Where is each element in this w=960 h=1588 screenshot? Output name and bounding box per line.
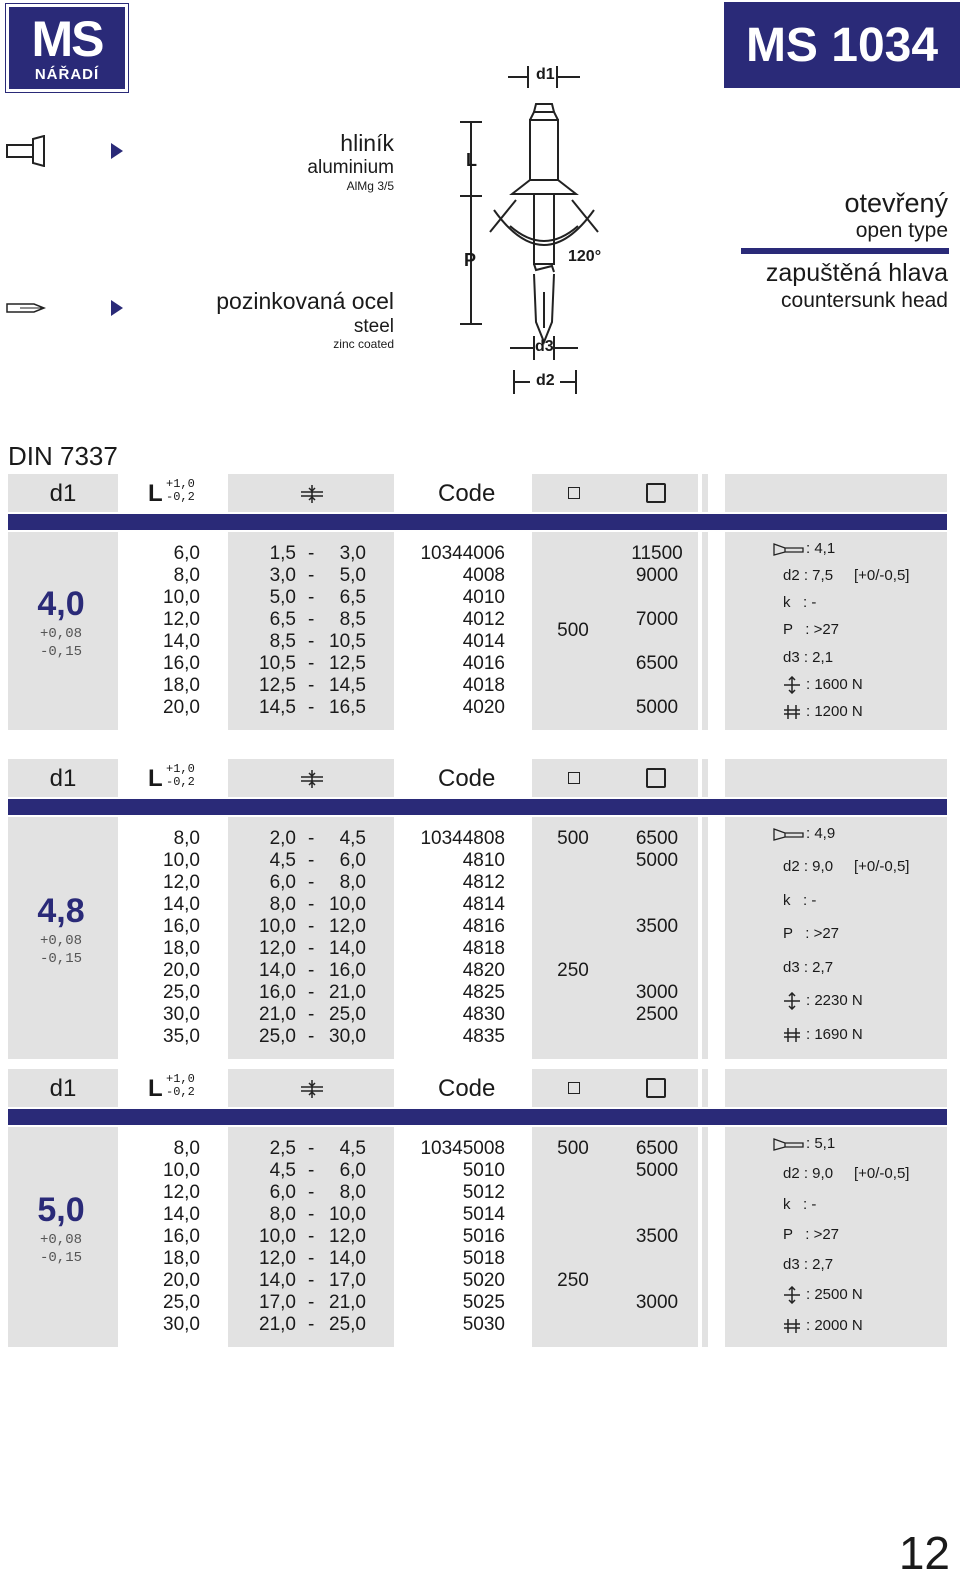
large-pack-cell: 9000 [635,565,679,586]
length-cell: 18,0 [163,1248,200,1269]
grip-from-cell: 12,5 [259,675,296,696]
large-pack-cell: 7000 [635,609,679,630]
code-cell: 5030 [462,1314,505,1335]
column-sep [702,817,708,1059]
grip-from-cell: 8,5 [269,631,296,652]
length-cell: 20,0 [163,697,200,718]
grip-to-cell: 5,0 [339,565,366,586]
grip-from-cell: 25,0 [259,1026,296,1047]
dim-L: L [466,150,477,170]
tensile-icon [782,992,802,1015]
header-sep [702,1069,708,1107]
code-cell: 4812 [462,872,505,893]
grip-to-cell: 17,0 [329,1270,366,1291]
length-cell: 18,0 [163,675,200,696]
length-cell: 14,0 [163,1204,200,1225]
spec-shear: : 1200 N [806,703,863,720]
group-bar [8,799,947,815]
product-title: MS 1034 [724,2,960,88]
length-cell: 16,0 [163,1226,200,1247]
grip-dash: - [308,916,315,937]
spec-d2: d2 : 9,0 [783,858,834,875]
header-spec-bg [725,474,947,512]
grip-to-cell: 21,0 [329,982,366,1003]
grip-from-cell: 10,5 [259,653,296,674]
d1-tol-plus: +0,08 [40,933,83,949]
small-pack-cell: 250 [557,960,589,981]
code-cell: 5010 [462,1160,505,1181]
grip-from-cell: 10,0 [259,1226,296,1247]
L-minus-tol: -0,2 [166,1085,195,1099]
header-sep [702,759,708,797]
spec-shear: : 1690 N [806,1026,863,1043]
grip-dash: - [308,631,315,652]
large-pack-cell: 6500 [635,1138,679,1159]
d1-tolerance [40,932,82,968]
code-cell: 4008 [462,565,505,586]
d1-tol-plus: +0,08 [40,1232,83,1248]
grip-range-icon [300,1079,324,1104]
grip-dash: - [308,543,315,564]
grip-dash: - [308,1138,315,1159]
code-cell: 4810 [462,850,505,871]
spec-P: P : >27 [783,621,840,638]
spec-d2-tol: [+0/-0,5] [854,1165,910,1182]
head-height-icon [773,1137,805,1156]
L-plus-tol: +1,0 [166,477,195,491]
material-en: aluminium [307,157,394,178]
shear-icon [782,1026,802,1049]
header-sep [702,474,708,512]
grip-dash: - [308,894,315,915]
head-height-icon [773,827,805,846]
large-pack-cell: 3500 [635,916,679,937]
head-en: countersunk head [781,289,948,312]
length-cell: 35,0 [163,1026,200,1047]
grip-dash: - [308,960,315,981]
grip-dash: - [308,587,315,608]
grip-from-cell: 17,0 [259,1292,296,1313]
code-cell: 10344808 [420,828,505,849]
head-cz: zapuštěná hlava [765,259,948,287]
grip-to-cell: 25,0 [329,1314,366,1335]
small-pack-icon [568,487,580,499]
grip-from-cell: 21,0 [259,1314,296,1335]
length-cell: 8,0 [173,565,200,586]
grip-dash: - [308,1026,315,1047]
grip-from-cell: 2,5 [269,1138,296,1159]
spec-k: k : - [783,1196,817,1213]
code-cell: 5016 [462,1226,505,1247]
grip-to-cell: 6,0 [339,1160,366,1181]
length-cell: 10,0 [163,1160,200,1181]
L-minus-tol: -0,2 [166,490,195,504]
group-bar [8,1109,947,1125]
grip-from-cell: 2,0 [269,828,296,849]
length-cell: 14,0 [163,631,200,652]
column-sep [702,532,708,730]
large-pack-icon [646,1078,666,1098]
length-cell: 14,0 [163,894,200,915]
grip-to-cell: 8,5 [339,609,366,630]
grip-from-cell: 6,0 [269,872,296,893]
dim-d1: d1 [536,66,555,83]
L-minus-tol: -0,2 [166,775,195,789]
spec-tensile: : 2230 N [806,992,863,1009]
large-pack-cell: 3500 [635,1226,679,1247]
grip-from-cell: 16,0 [259,982,296,1003]
large-pack-cell: 3000 [635,982,679,1003]
header-spec-bg [725,759,947,797]
dim-angle: 120° [568,248,602,265]
type-en: open type [855,219,948,242]
spec-d2-tol: [+0/-0,5] [854,567,910,584]
column-sep [702,1127,708,1347]
length-cell: 20,0 [163,960,200,981]
d1-tol-minus: -0,15 [40,644,83,660]
grip-from-cell: 3,0 [269,565,296,586]
large-pack-cell: 6500 [635,653,679,674]
grip-dash: - [308,982,315,1003]
grip-dash: - [308,1226,315,1247]
d1-tol-minus: -0,15 [40,1250,83,1266]
head-height-icon [773,542,805,561]
grip-from-cell: 10,0 [259,916,296,937]
grip-dash: - [308,1004,315,1025]
d1-value: 5,0 [37,1191,85,1229]
logo-ms: MS [31,10,103,67]
grip-dash: - [308,675,315,696]
grip-from-cell: 6,0 [269,1182,296,1203]
header-code: Code [438,1075,496,1102]
code-cell: 4835 [462,1026,505,1047]
d1-value: 4,8 [37,892,85,930]
grip-dash: - [308,850,315,871]
header-L: L [148,1075,163,1102]
grip-from-cell: 12,0 [259,1248,296,1269]
grip-to-cell: 14,0 [329,1248,366,1269]
length-cell: 18,0 [163,938,200,959]
length-cell: 12,0 [163,609,200,630]
header-L: L [148,480,163,507]
spec-d3: d3 : 2,1 [783,649,834,666]
d1-tol-minus: -0,15 [40,951,83,967]
length-cell: 30,0 [163,1004,200,1025]
spec-shear: : 2000 N [806,1317,863,1334]
header-pack-bg [532,1069,698,1107]
code-cell: 5018 [462,1248,505,1269]
code-cell: 5012 [462,1182,505,1203]
header-d1: d1 [49,765,77,792]
grip-dash: - [308,872,315,893]
length-cell: 8,0 [173,1138,200,1159]
length-cell: 25,0 [163,982,200,1003]
header-code: Code [438,765,496,792]
code-cell: 10344006 [420,543,505,564]
grip-range-icon [300,769,324,794]
grip-to-cell: 30,0 [329,1026,366,1047]
grip-from-cell: 14,5 [259,697,296,718]
material-cz: hliník [340,130,394,156]
length-cell: 16,0 [163,653,200,674]
code-cell: 4830 [462,1004,505,1025]
header-d1: d1 [49,1075,77,1102]
grip-to-cell: 4,5 [339,1138,366,1159]
grip-to-cell: 4,5 [339,828,366,849]
shear-icon [782,1317,802,1340]
grip-to-cell: 25,0 [329,1004,366,1025]
grip-dash: - [308,828,315,849]
dim-d2: d2 [536,372,555,389]
type-cz: otevřený [844,188,948,218]
spec-head: : 4,1 [806,540,836,557]
grip-from-cell: 5,0 [269,587,296,608]
code-cell: 4016 [462,653,505,674]
L-plus-tol: +1,0 [166,762,195,776]
spec-k: k : - [783,892,817,909]
grip-dash: - [308,609,315,630]
header-d1: d1 [49,480,77,507]
grip-dash: - [308,1292,315,1313]
large-pack-cell: 2500 [635,1004,679,1025]
header-pack-bg [532,759,698,797]
din-standard: DIN 7337 [8,441,118,471]
length-cell: 30,0 [163,1314,200,1335]
grip-from-cell: 1,5 [269,543,296,564]
d1-value: 4,0 [37,585,85,623]
grip-dash: - [308,938,315,959]
spec-P: P : >27 [783,925,840,942]
large-pack-cell: 3000 [635,1292,679,1313]
tensile-icon [782,676,802,699]
grip-to-cell: 16,0 [329,960,366,981]
code-cell: 4020 [462,697,505,718]
small-pack-cell: 500 [557,620,589,641]
grip-to-cell: 8,0 [339,872,366,893]
large-pack-cell: 5000 [635,697,679,718]
spec-head: : 4,9 [806,825,836,842]
grip-to-cell: 10,0 [329,1204,366,1225]
grip-from-cell: 4,5 [269,850,296,871]
grip-to-cell: 8,0 [339,1182,366,1203]
grip-dash: - [308,1314,315,1335]
code-cell: 5025 [462,1292,505,1313]
grip-dash: - [308,1204,315,1225]
grip-from-cell: 8,0 [269,894,296,915]
code-cell: 10345008 [420,1138,505,1159]
header-code: Code [438,480,496,507]
grip-from-cell: 14,0 [259,960,296,981]
grip-to-cell: 12,5 [329,653,366,674]
grip-from-cell: 14,0 [259,1270,296,1291]
length-cell: 12,0 [163,1182,200,1203]
grip-dash: - [308,1270,315,1291]
tensile-icon [782,1286,802,1309]
d1-tol-plus: +0,08 [40,626,83,642]
grip-to-cell: 10,0 [329,894,366,915]
grip-to-cell: 14,0 [329,938,366,959]
grip-to-cell: 12,0 [329,916,366,937]
spec-d2: d2 : 9,0 [783,1165,834,1182]
large-pack-icon [646,768,666,788]
large-pack-icon [646,483,666,503]
header-spec-bg [725,1069,947,1107]
grip-to-cell: 21,0 [329,1292,366,1313]
grip-to-cell: 10,5 [329,631,366,652]
length-cell: 12,0 [163,872,200,893]
spec-head: : 5,1 [806,1135,836,1152]
spec-k: k : - [783,594,817,611]
code-cell: 4820 [462,960,505,981]
dim-d3: d3 [535,338,554,355]
header-L-tol [166,478,195,504]
length-cell: 10,0 [163,587,200,608]
header-L-tol [166,1073,195,1099]
rivet-body-icon [6,135,46,167]
length-cell: 16,0 [163,916,200,937]
header-L-tol [166,763,195,789]
code-cell: 4018 [462,675,505,696]
code-cell: 4014 [462,631,505,652]
group-bar [8,514,947,530]
grip-dash: - [308,565,315,586]
mandrel-cz: pozinkovaná ocel [216,288,394,314]
grip-from-cell: 8,0 [269,1204,296,1225]
L-plus-tol: +1,0 [166,1072,195,1086]
spec-d3: d3 : 2,7 [783,959,834,976]
logo-naradi: NÁŘADÍ [34,65,100,83]
code-cell: 4816 [462,916,505,937]
grip-to-cell: 16,5 [329,697,366,718]
grip-to-cell: 3,0 [339,543,366,564]
page-number: 12 [898,1527,950,1579]
grip-dash: - [308,1248,315,1269]
code-cell: 5020 [462,1270,505,1291]
type-divider [741,248,949,254]
mandrel-en: steel [353,316,394,337]
spec-d3: d3 : 2,7 [783,1256,834,1273]
grip-dash: - [308,1182,315,1203]
grip-to-cell: 6,5 [339,587,366,608]
spec-tensile: : 1600 N [806,676,863,693]
small-pack-icon [568,772,580,784]
shear-icon [782,703,802,726]
arrow-steel-icon [111,300,123,316]
grip-dash: - [308,1160,315,1181]
grip-dash: - [308,653,315,674]
grip-to-cell: 6,0 [339,850,366,871]
code-cell: 4012 [462,609,505,630]
length-cell: 8,0 [173,828,200,849]
length-cell: 20,0 [163,1270,200,1291]
grip-from-cell: 21,0 [259,1004,296,1025]
small-pack-cell: 500 [557,828,589,849]
d1-tolerance [40,625,82,661]
spec-tensile: : 2500 N [806,1286,863,1303]
header-L: L [148,765,163,792]
grip-from-cell: 6,5 [269,609,296,630]
grip-from-cell: 12,0 [259,938,296,959]
large-pack-cell: 6500 [635,828,679,849]
material-alloy: AlMg 3/5 [346,179,394,193]
grip-to-cell: 12,0 [329,1226,366,1247]
small-pack-cell: 500 [557,1138,589,1159]
grip-from-cell: 4,5 [269,1160,296,1181]
grip-dash: - [308,697,315,718]
large-pack-cell: 11500 [631,543,683,564]
code-cell: 4825 [462,982,505,1003]
header-pack-bg [532,474,698,512]
dim-P: P [464,250,477,270]
large-pack-cell: 5000 [635,850,679,871]
small-pack-cell: 250 [557,1270,589,1291]
grip-to-cell: 14,5 [329,675,366,696]
d1-tolerance [40,1231,82,1267]
mandrel-icon [6,300,46,316]
length-cell: 10,0 [163,850,200,871]
spec-d2-tol: [+0/-0,5] [854,858,910,875]
spec-d2: d2 : 7,5 [783,567,834,584]
code-cell: 4010 [462,587,505,608]
large-pack-cell: 5000 [635,1160,679,1181]
length-cell: 6,0 [173,543,200,564]
spec-P: P : >27 [783,1226,840,1243]
mandrel-sub: zinc coated [333,337,394,351]
code-cell: 5014 [462,1204,505,1225]
brand-logo [6,4,128,92]
code-cell: 4814 [462,894,505,915]
arrow-aluminium-icon [111,143,123,159]
code-cell: 4818 [462,938,505,959]
length-cell: 25,0 [163,1292,200,1313]
small-pack-icon [568,1082,580,1094]
grip-range-icon [300,484,324,509]
